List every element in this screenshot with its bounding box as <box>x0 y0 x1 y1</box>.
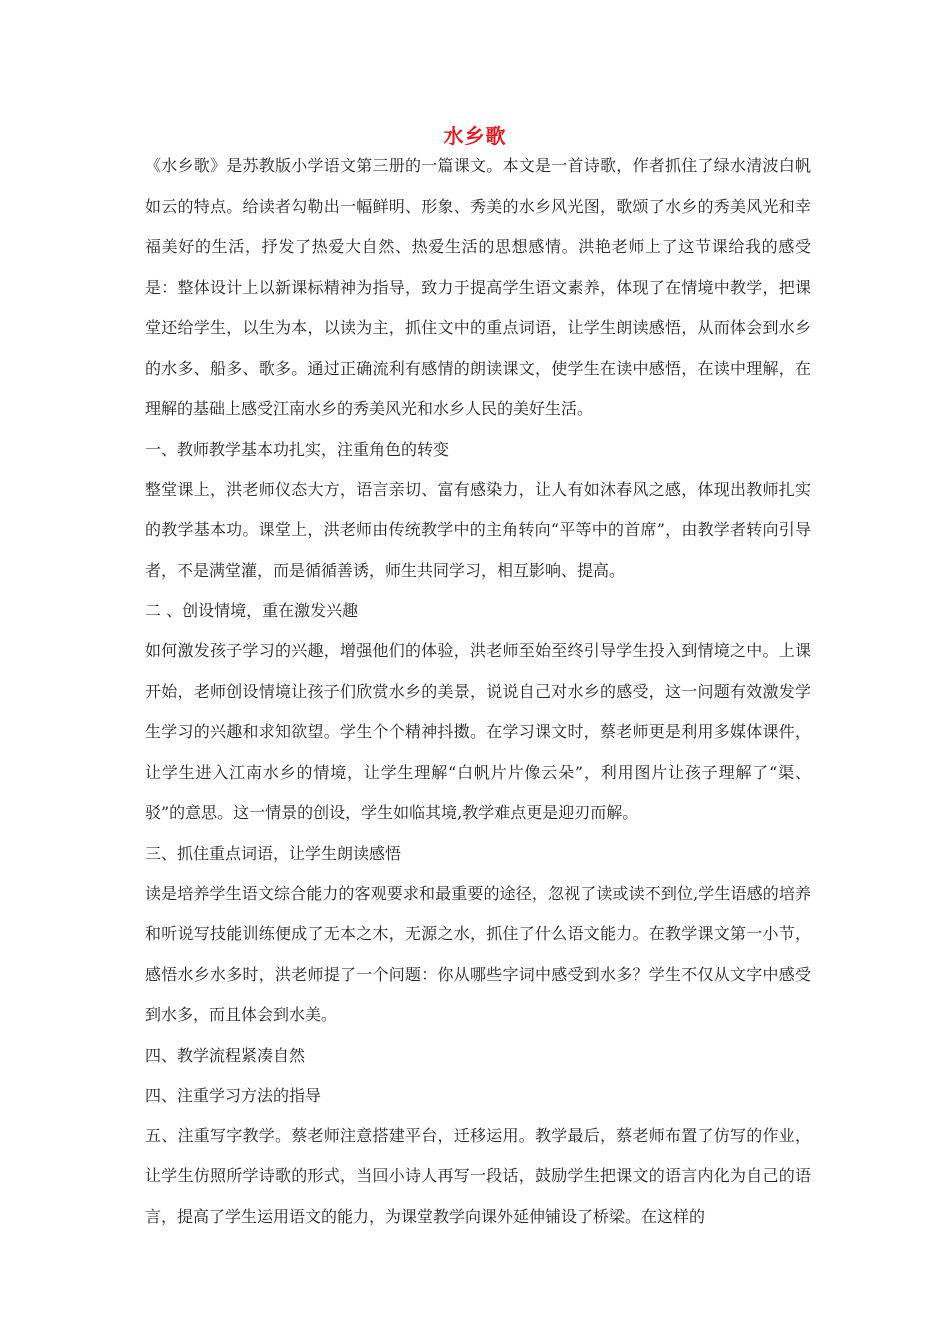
section-1-paragraph: 整堂课上，洪老师仪态大方，语言亲切、富有感染力，让人有如沐春风之感，体现出教师扎实的教学基本功。课堂上，洪老师由传统教学中的主角转向“平等中的首席”，由教学者转向引导者，不是满堂灌，而是循循善诱，师生共同学习，相互影响、提高。 <box>145 479 811 580</box>
section-2-paragraph: 如何激发孩子学习的兴趣，增强他们的体验，洪老师至始至终引导学生投入到情境之中。上课开始，老师创设情境让孩子们欣赏水乡的美景，说说自己对水乡的感受，这一问题有效激发学生学习的兴趣和求知欲望。学生个个精神抖擞。在学习课文时，蔡老师更是利用多媒体课件，让学生进入江南水乡的情境，让学生理解“白帆片片像云朵”，利用图片让孩子理解了“渠、驳”的意思。这一情景的创设，学生如临其境,教学难点更是迎刃而解。 <box>145 641 811 822</box>
document-title: 水乡歌 <box>443 124 507 148</box>
section-2-heading: 二 、创设情境，重在激发兴趣 <box>145 601 359 620</box>
section-3-paragraph: 读是培养学生语文综合能力的客观要求和最重要的途径，忽视了读或读不到位,学生语感的培养和听说写技能训练便成了无本之木，无源之水，抓住了什么语文能力。在教学课文第一小节，感悟水乡水多时，洪老师提了一个问题：你从哪些字词中感受到水多？学生不仅从文字中感受到水多，而且体会到水美。 <box>145 883 811 1024</box>
section-3-heading: 三、抓住重点词语，让学生朗读感悟 <box>145 843 402 863</box>
section-4a-heading: 四、教学流程紧凑自然 <box>145 1045 306 1065</box>
intro-paragraph: 《水乡歌》是苏教版小学语文第三册的一篇课文。本文是一首诗歌，作者抓住了绿水清波白帆如云的特点。给读者勾勒出一幅鲜明、形象、秀美的水乡风光图，歌颂了水乡的秀美风光和幸福美好的生活，抒发了热爱大自然、热爱生活的思想感情。洪艳老师上了这节课给我的感受是：整体设计上以新课标精神为指导，致力于提高学生语文素养，体现了在情境中教学，把课堂还给学生，以生为本，以读为主，抓住文中的重点词语，让学生朗读感悟，从而体会到水乡的水多、船多、歌多。通过正确流利有感情的朗读课文，使学生在读中感悟，在读中理解，在理解的基础上感受江南水乡的秀美风光和水乡人民的美好生活。 <box>145 156 811 418</box>
section-5-paragraph: 五、注重写字教学。蔡老师注意搭建平台，迁移运用。教学最后，蔡老师布置了仿写的作业，让学生仿照所学诗歌的形式，当回小诗人再写一段话，鼓励学生把课文的语言内化为自己的语言，提高了学生运用语文的能力，为课堂教学向课外延伸铺设了桥梁。在这样的 <box>145 1125 811 1226</box>
section-4b-heading: 四、注重学习方法的指导 <box>145 1085 322 1105</box>
document-body <box>145 146 811 1237</box>
section-1-heading: 一、教师教学基本功扎实，注重角色的转变 <box>145 439 450 459</box>
